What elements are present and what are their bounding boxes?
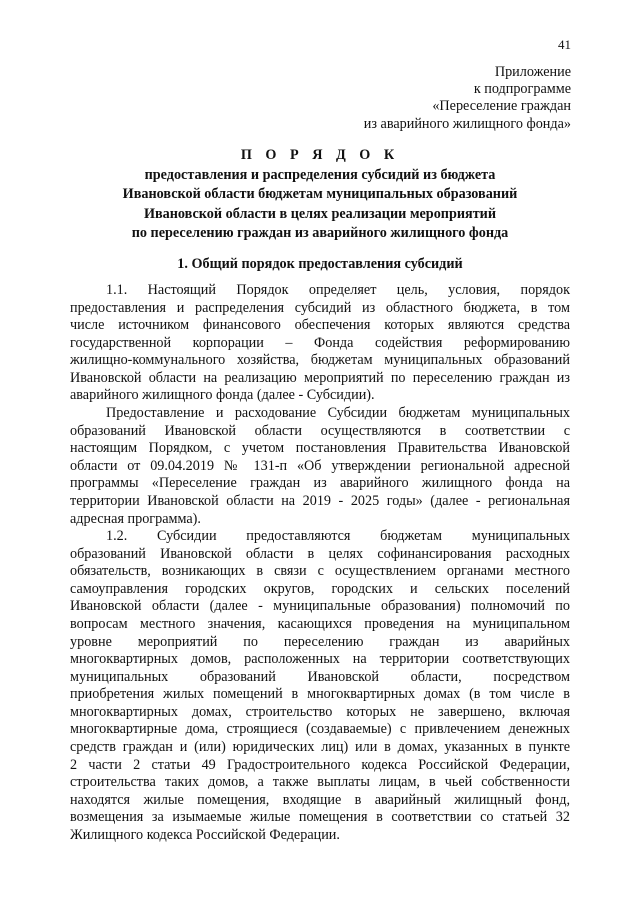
appendix-line: из аварийного жилищного фонда»	[363, 115, 571, 132]
body-line: аварийного жилищного фонда (далее - Субсидии).	[70, 387, 375, 404]
appendix-line: Приложение	[494, 64, 571, 80]
body-line: территории Ивановской области на 2019 - 2025 годы» (далее - региональная	[70, 492, 570, 509]
section-heading: 1. Общий порядок предоставления субсидий	[177, 256, 463, 272]
body-line: образований Ивановской области в целях софинансирования расходных	[70, 545, 570, 562]
title-main: П О Р Я Д О К	[240, 147, 400, 163]
body-line: многоквартирных домах, строительство которых не завершено, включая	[70, 703, 570, 720]
body-line: 1.1. Настоящий Порядок определяет цель, условия, порядок	[106, 282, 570, 298]
body-line: самоуправления городских округов, городских и сельских поселений	[70, 580, 570, 597]
body-line: 2 части 2 статьи 49 Градостроительного кодекса Российской Федерации,	[70, 756, 570, 773]
body-line: числе источником финансового обеспечения которых являются средства	[70, 317, 570, 334]
body-line: многоквартирных домов, расположенных на территории соответствующих	[70, 651, 570, 668]
body-line: области от 09.04.2019 № 131-п «Об утверждении региональной адресной	[70, 457, 570, 474]
body-line: обязательств, возникающих в связи с осуществлением органами местного	[70, 563, 570, 580]
body-line: Жилищного кодекса Российской Федерации.	[70, 826, 340, 843]
body-line: уровне мероприятий по переселению граждан из аварийных	[70, 633, 570, 650]
body-text	[70, 282, 570, 845]
body-line: настоящим Порядком, с учетом постановления Правительства Ивановской	[70, 440, 570, 457]
title-line: Ивановской области в целях реализации мероприятий	[143, 205, 497, 222]
appendix-line: «Переселение граждан	[432, 98, 571, 115]
body-line: Предоставление и расходование Субсидии бюджетам муниципальных	[106, 405, 570, 422]
body-line: средств граждан и (или) юридических лиц) или в домах, указанных в пункте	[70, 739, 570, 756]
body-line: находятся жилые помещения, входящие в аварийный жилищный фонд,	[70, 791, 570, 808]
body-line: Ивановской области (далее - муниципальные образования) полномочий по	[70, 598, 570, 615]
body-line: приобретения жилых помещений в многоквартирных домах (в том числе в	[70, 686, 570, 703]
page-number: 41	[558, 37, 571, 52]
title-line: Ивановской области бюджетам муниципальных образований	[122, 186, 518, 203]
body-line: возмещения за изымаемые жилые помещения в соответствии со статьей 32	[70, 809, 570, 826]
title-line: предоставления и распределения субсидий из бюджета	[144, 167, 496, 184]
body-line: программы «Переселение граждан из аварийного жилищного фонда на	[70, 475, 570, 492]
body-line: многоквартирные дома, строящиеся (создаваемые) с привлечением денежных	[70, 721, 570, 738]
body-line: образований Ивановской области осуществляются в соответствии с	[70, 422, 570, 439]
title-line: по переселению граждан из аварийного жилищного фонда	[131, 224, 509, 241]
body-line: жилищно-коммунального хозяйства, бюджетам муниципальных образований	[70, 352, 570, 369]
body-line: муниципальных образований Ивановской области, посредством	[70, 668, 570, 685]
appendix-header	[364, 64, 571, 133]
body-line: вопросам местного значения, касающихся проведения на муниципальном	[70, 615, 570, 632]
body-line: государственной корпорации – Фонда содействия реформированию	[70, 334, 570, 351]
body-line: 1.2. Субсидии предоставляются бюджетам муниципальных	[106, 528, 570, 545]
document-title	[70, 146, 570, 243]
body-line: адресная программа).	[70, 510, 201, 527]
appendix-line: к подпрограмме	[473, 81, 571, 98]
body-line: предоставления и распределения субсидий из областного бюджета, в том	[70, 299, 570, 316]
body-line: Ивановской области на реализацию мероприятий по переселению граждан из	[70, 369, 570, 386]
body-line: строительства таких домов, а также выплаты лицам, в чьей собственности	[70, 774, 570, 791]
